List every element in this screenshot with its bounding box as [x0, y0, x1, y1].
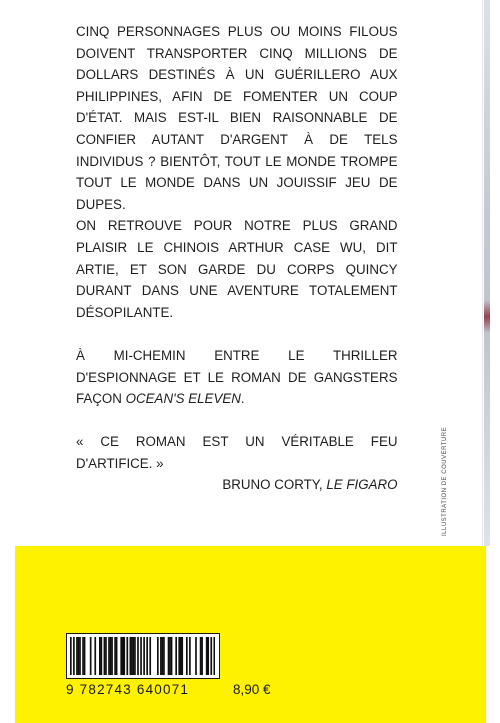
barcode-bars	[70, 637, 215, 675]
barcode-bar	[126, 637, 128, 675]
barcode-bar	[94, 637, 96, 675]
spine-credit: ILLUSTRATION DE COUVERTURE	[442, 426, 448, 536]
barcode-bar	[169, 637, 171, 675]
barcode-bar	[76, 637, 78, 675]
quote-author: BRUNO CORTY,	[222, 477, 327, 494]
isbn-number: 9 782743 640071	[66, 682, 190, 697]
spine-fold-line	[482, 0, 483, 546]
barcode-bar	[186, 637, 188, 675]
comparison-film-title: OCEAN'S ELEVEN	[125, 391, 241, 408]
barcode-bar	[168, 637, 170, 675]
barcode-bar	[114, 637, 116, 675]
barcode	[66, 633, 220, 679]
barcode-bar	[140, 637, 142, 675]
barcode-bar	[120, 637, 122, 675]
barcode-bar	[137, 637, 139, 675]
barcode-bar	[201, 637, 203, 675]
barcode-bar	[131, 637, 133, 675]
barcode-bar	[207, 637, 209, 675]
barcode-bar	[122, 637, 124, 675]
barcode-bar	[143, 637, 145, 675]
barcode-bar	[163, 637, 165, 675]
barcode-bar	[82, 637, 84, 675]
barcode-bar	[175, 637, 177, 675]
synopsis-paragraph-2: ON RETROUVE POUR NOTRE PLUS GRAND PLAISIR LE CHINOIS ARTHUR CASE WU, DIT ARTIE, ET SON GARDE DU CORPS QUINCY DURANT DANS UNE AVENTURE TOTALEMENT DÉSOPILANTE.	[76, 218, 398, 321]
barcode-bar	[178, 637, 180, 675]
synopsis-paragraph-1: CINQ PERSONNAGES PLUS OU MOINS FILOUS DOIVENT TRANSPORTER CINQ MILLIONS DE DOLLARS DESTINÉS À UN GUÉRILLERO AUX PHILIPPINES, AFIN DE FOMENTER UN COUP D'ÉTAT. MAIS EST-IL BIEN RAISONNABLE DE CONFIER AUTANT D'ARGENT À DE TELS INDIVIDUS ? BIENTÔT, TOUT LE MONDE TROMPE TOUT LE MONDE DANS UN JOUISSIF JEU DE DUPES.	[76, 24, 398, 213]
barcode-bar	[200, 637, 202, 675]
barcode-bar	[133, 637, 135, 675]
barcode-bar	[70, 637, 72, 675]
comparison-text: À MI-CHEMIN ENTRE LE THRILLER D'ESPIONNAGE ET LE ROMAN DE GANGSTERS FAÇON	[76, 347, 398, 408]
barcode-bar	[116, 637, 118, 675]
back-cover-text	[76, 22, 397, 497]
barcode-bar	[134, 637, 136, 675]
barcode-bar	[157, 637, 159, 675]
barcode-bar	[84, 637, 86, 675]
barcode-bar	[101, 637, 103, 675]
barcode-bar	[99, 637, 101, 675]
price: 8,90 €	[233, 682, 271, 697]
press-quote: « CE ROMAN EST UN VÉRITABLE FEU D'ARTIFICE. »	[76, 434, 398, 472]
barcode-bar	[105, 637, 107, 675]
barcode-bar	[195, 637, 197, 675]
barcode-bar	[149, 637, 151, 675]
quote-source: LE FIGARO	[326, 477, 398, 494]
barcode-bar	[181, 637, 183, 675]
spine-edge-strip	[484, 0, 490, 546]
barcode-bar	[123, 637, 125, 675]
barcode-bar	[180, 637, 182, 675]
barcode-bar	[146, 637, 148, 675]
barcode-bar	[162, 637, 164, 675]
comparison-end: .	[240, 391, 245, 408]
barcode-bar	[111, 637, 113, 675]
barcode-bar	[110, 637, 112, 675]
barcode-bar	[78, 637, 80, 675]
barcode-bar	[160, 637, 162, 675]
barcode-bar	[213, 637, 215, 675]
barcode-bar	[79, 637, 81, 675]
barcode-bar	[210, 637, 212, 675]
barcode-bar	[90, 637, 92, 675]
press-quote-attribution	[76, 475, 397, 497]
comparison-paragraph	[76, 346, 397, 411]
barcode-bar	[130, 637, 132, 675]
barcode-bar	[206, 637, 208, 675]
barcode-bar	[189, 637, 191, 675]
barcode-bar	[108, 637, 110, 675]
barcode-bar	[171, 637, 173, 675]
barcode-bar	[73, 637, 75, 675]
barcode-bar	[104, 637, 106, 675]
